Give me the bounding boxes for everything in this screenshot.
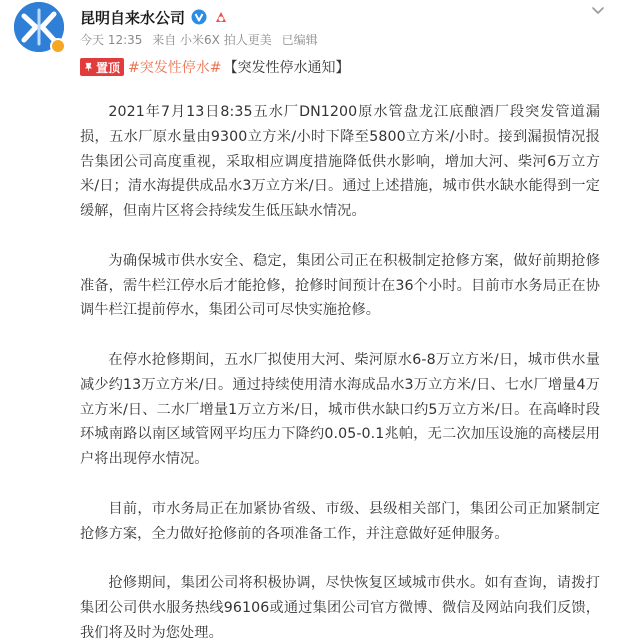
post-header	[0, 0, 620, 56]
blue-v-verified-icon	[191, 9, 207, 25]
post-title: 【突发性停水通知】	[223, 60, 350, 76]
post-content	[80, 100, 600, 640]
pinned-label: 置顶	[96, 60, 121, 75]
paragraph-3: 在停水抢修期间，五水厂拟使用大河、柴河原水6-8万立方米/日，城市供水量减少约13万立方米/日。通过持续使用清水海成品水3万立方米/日、七水厂增量4万立方米/日、二水厂增量1万立方米/日，城市供水缺口约5万立方米/日。在高峰时段环城南路以南区域管网平均压力下降约0.05-0.1兆帕，无二次加压设施的高楼层用户将出现停水情况。	[80, 351, 600, 468]
paragraph-4: 目前，市水务局正在加紧协省级、市级、县级相关部门，集团公司正加紧制定抢修方案，全力做好抢修前的各项准备工作，并注意做好延伸服务。	[80, 500, 600, 542]
chevron-down-icon[interactable]	[590, 2, 606, 18]
paragraph-5: 抢修期间，集团公司将积极协调，尽快恢复区域城市供水。如有查询，请拨打集团公司供水服务热线96106或通过集团公司官方微博、微信及网站向我们反馈，我们将及时为您处理。	[80, 575, 600, 640]
post-time[interactable]: 今天 12:35	[80, 33, 143, 47]
member-badge-icon[interactable]	[213, 9, 229, 25]
account-name[interactable]: 昆明自来水公司	[80, 8, 186, 27]
pin-icon	[83, 62, 94, 73]
verified-badge-icon	[50, 38, 66, 54]
account-row	[80, 6, 229, 28]
post-tagline	[80, 57, 349, 77]
pinned-badge	[80, 58, 124, 76]
topic-link[interactable]: #突发性停水#	[128, 60, 222, 76]
paragraph-2: 为确保城市供水安全、稳定，集团公司正在积极制定抢修方案，做好前期抢修准备，需牛栏江停水后才能抢修，抢修时间预计在36个小时。目前市水务局正在协调牛栏江提前停水，集团公司可尽快实施抢修。	[80, 252, 600, 319]
post-meta	[80, 31, 324, 48]
post-edited[interactable]: 已编辑	[281, 33, 318, 47]
paragraph-1: 2021年7月13日8:35五水厂DN1200原水管盘龙江底酿酒厂段突发管道漏损，五水厂原水量由9300立方米/小时下降至5800立方米/小时。接到漏损情况报告集团公司高度重视，采取相应调度措施降低供水影响，增加大河、柴河6万立方米/日；清水海提供成品水3万立方米/日。通过上述措施，城市供水缺水能得到一定缓解，但南片区将会持续发生低压缺水情况。	[80, 104, 600, 220]
post-source: 来自 小米6X 拍人更美	[152, 33, 272, 47]
